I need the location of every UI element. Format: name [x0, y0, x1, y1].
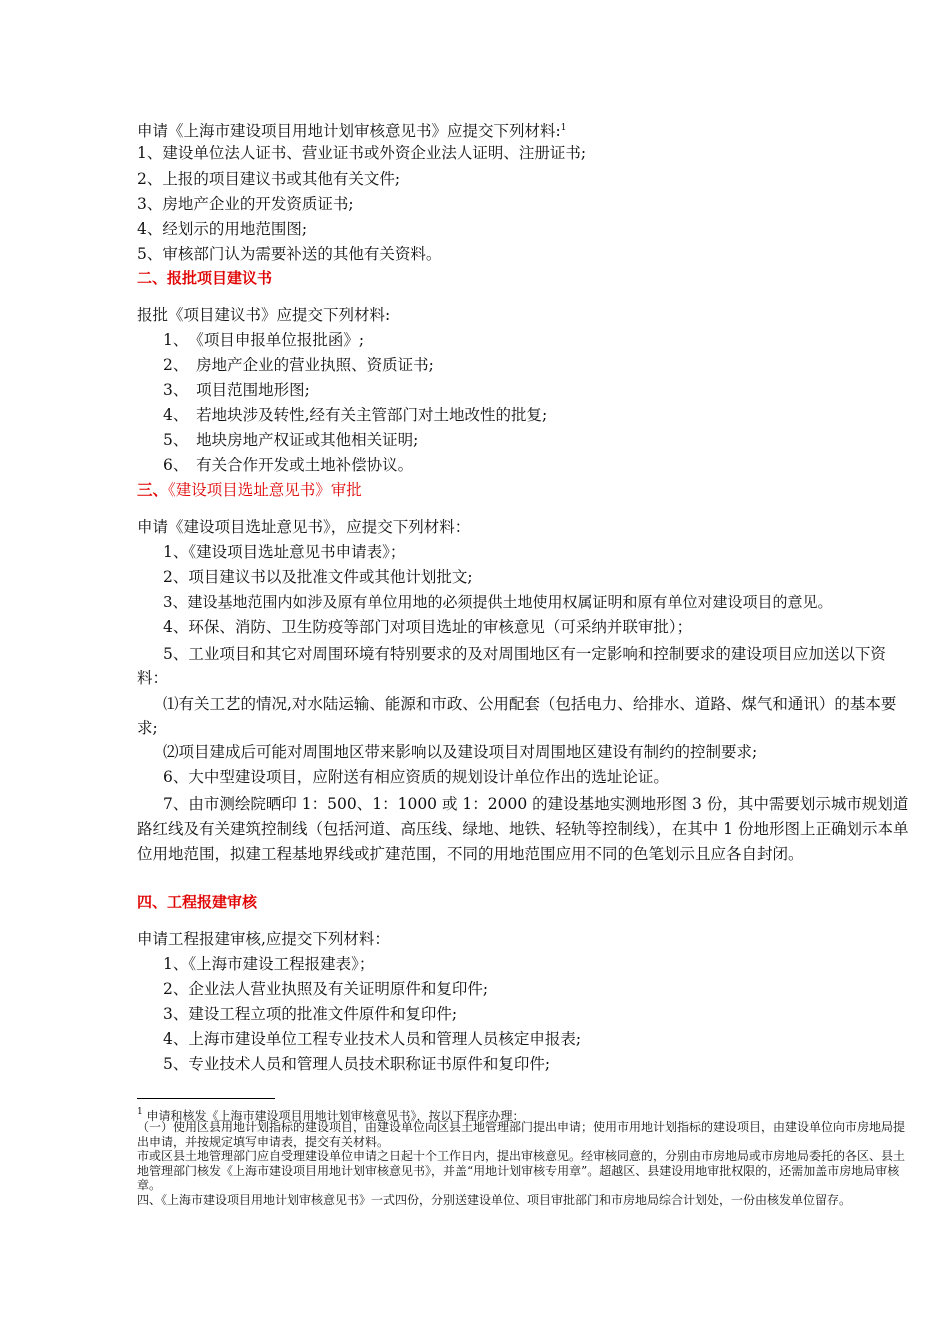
list-item: 1、《建设项目选址意见书申请表》； [163, 543, 406, 561]
section-heading: 四、工程报建审核 [137, 893, 258, 911]
footnote-paragraph: （一）使用区县用地计划指标的建设项目，由建设单位向区县土地管理部门提出申请；使用市用地计划指标的建设项目，由建设单位向市房地局提出申请，并按规定填写申请表，提交有关材料。 [137, 1120, 906, 1149]
list-item: 5、工业项目和其它对周围环境有特别要求的及对周围地区有一定影响和控制要求的建设项目应加送以下资料： [137, 645, 886, 687]
footnote-ref: 1 [560, 123, 567, 133]
list-item: 2、 房地产企业的营业执照、资质证书; [163, 356, 434, 374]
list-item: 7、由市测绘院晒印 1：500、1：1000 或 1：2000 的建设基地实测地形图 3 份，其中需要划示城市规划道路红线及有关建筑控制线（包括河道、高压线、绿地、地铁、轻轨等控制线），在其中 1 份地形图上正确划示本单位用地范围，拟建工程基地界线或扩建范围，不同的用地范围应用不同的色笔划示且应各自封闭。 [137, 795, 909, 863]
section-lead: 申请工程报建审核,应提交下列材料： [137, 930, 390, 948]
list-item: 4、环保、消防、卫生防疫等部门对项目选址的审核意见（可采纳并联审批）； [163, 618, 693, 636]
intro-text: 申请《上海市建设项目用地计划审核意见书》应提交下列材料: [137, 122, 561, 140]
list-item: 4、上海市建设单位工程专业技术人员和管理人员核定申报表; [163, 1030, 582, 1048]
list-item: 1、《上海市建设工程报建表》； [163, 955, 375, 973]
footnote-paragraph: 市或区县土地管理部门应自受理建设单位申请之日起十个工作日内，提出审核意见。经审核同意的，分别由市房地局或市房地局委托的各区、县土地管理部门核发《上海市建设项目用地计划审核意见书》，并盖“用地计划审核专用章”。超越区、县建设用地审批权限的，还需加盖市房地局审核章。 [137, 1149, 906, 1192]
footnote-paragraph: 四、《上海市建设项目用地计划审核意见书》一式四份，分别送建设单位、项目审批部门和市房地局综合计划处，一份由核发单位留存。 [137, 1193, 852, 1207]
heading-text: 《建设项目选址意见书》审批 [168, 481, 362, 499]
list-item: 3、 项目范围地形图; [163, 381, 310, 399]
section-heading [137, 480, 362, 500]
intro-line [137, 118, 566, 141]
footnote-text: 申请和核发《上海市建设项目用地计划审核意见书》，按以下程序办理： [142, 1109, 525, 1123]
list-item: 4、 若地块涉及转性,经有关主管部门对土地改性的批复; [163, 406, 548, 424]
footnote-separator [137, 1098, 275, 1099]
list-item: 5、 地块房地产权证或其他相关证明; [163, 431, 419, 449]
list-item: 6、 有关合作开发或土地补偿协议。 [163, 456, 414, 474]
sub-item: ⑴有关工艺的情况,对水陆运输、能源和市政、公用配套（包括电力、给排水、道路、煤气和通讯）的基本要求; [137, 695, 897, 737]
heading-number: 三、 [137, 481, 169, 499]
section-lead: 申请《建设项目选址意见书》，应提交下列材料： [137, 518, 471, 536]
intro-item: 4、经划示的用地范围图; [137, 220, 308, 238]
intro-item: 2、上报的项目建议书或其他有关文件; [137, 170, 401, 188]
list-item: 2、项目建议书以及批准文件或其他计划批文; [163, 568, 473, 586]
sub-item: ⑵项目建成后可能对周围地区带来影响以及建设项目对周围地区建设有制约的控制要求; [163, 743, 758, 761]
intro-item: 1、建设单位法人证书、营业证书或外资企业法人证明、注册证书; [137, 144, 587, 162]
list-item: 5、专业技术人员和管理人员技术职称证书原件和复印件; [163, 1055, 551, 1073]
list-item: 6、大中型建设项目，应附送有相应资质的规划设计单位作出的选址论证。 [163, 768, 669, 786]
list-item: 3、建设基地范围内如涉及原有单位用地的必须提供土地使用权属证明和原有单位对建设项目的意见。 [163, 593, 833, 611]
intro-item: 5、审核部门认为需要补送的其他有关资料。 [137, 245, 442, 263]
intro-item: 3、房地产企业的开发资质证书; [137, 195, 354, 213]
section-lead: 报批《项目建议书》应提交下列材料: [137, 306, 391, 324]
footnote-mark: 1 [137, 1107, 143, 1117]
list-item: 1、 《项目申报单位报批函》; [163, 331, 365, 349]
section-heading: 二、报批项目建议书 [137, 269, 273, 287]
list-item: 3、建设工程立项的批准文件原件和复印件; [163, 1005, 458, 1023]
list-item: 2、企业法人营业执照及有关证明原件和复印件; [163, 980, 489, 998]
